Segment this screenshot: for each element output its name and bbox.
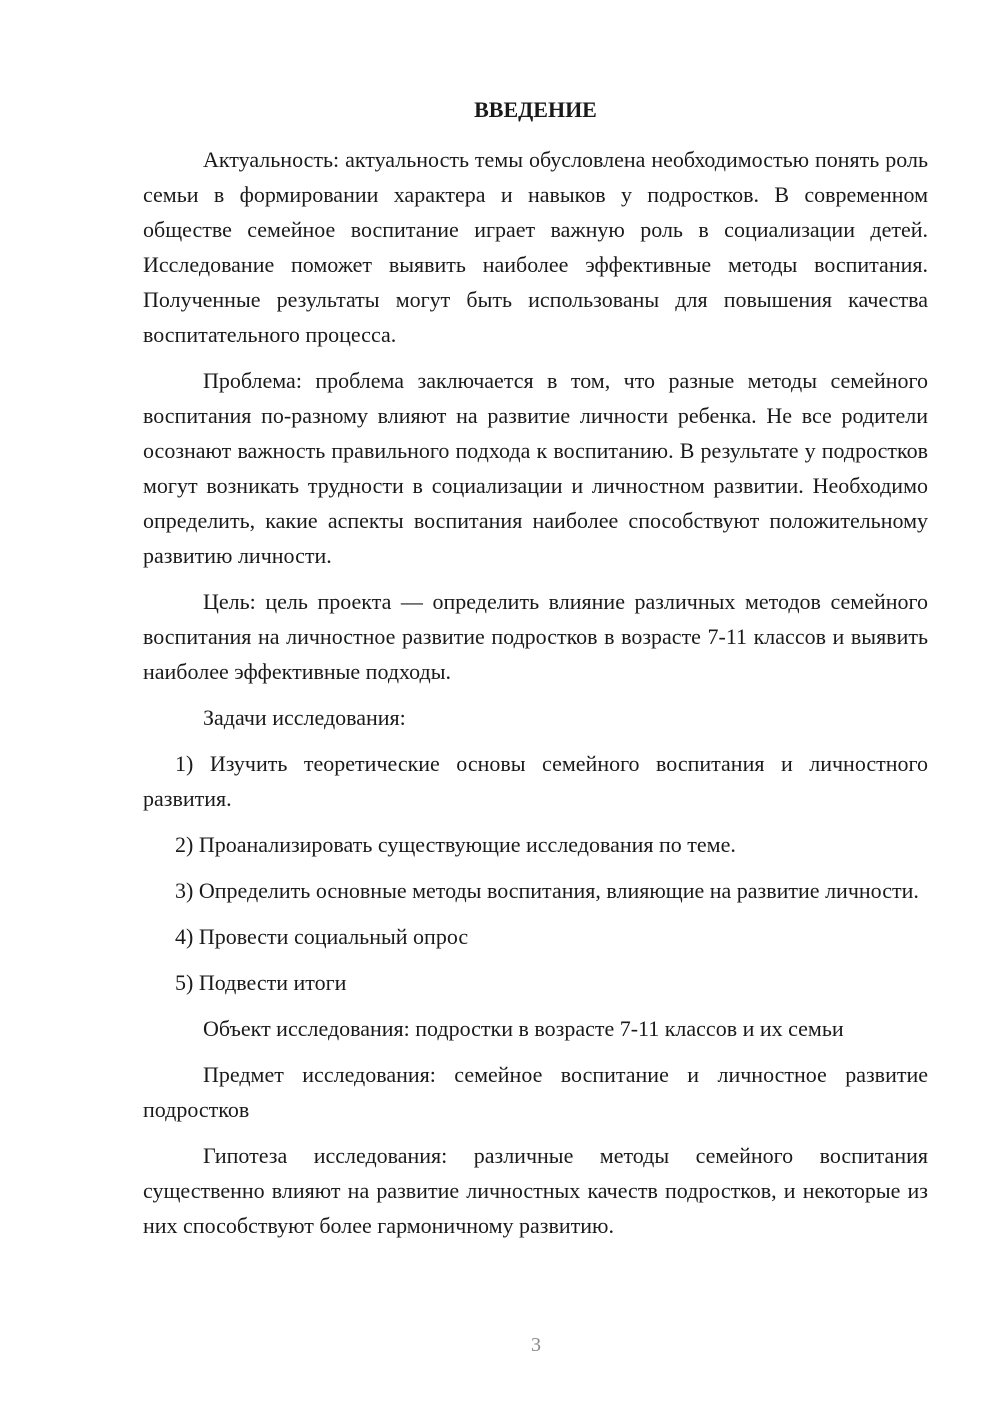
paragraph-problem: Проблема: проблема заключается в том, что разные методы семейного воспитания по-разному влияют на развитие личности ребенка. Не все родители осознают важность правильного подхода к воспитанию. В результате у подростков могут возникать трудности в социализации и личностном развитии. Необходимо определить, какие аспекты воспитания наиболее способствуют положительному развитию личности. <box>143 368 928 568</box>
paragraph-subject: Предмет исследования: семейное воспитание и личностное развитие подростков <box>143 1062 928 1122</box>
section-title: ВВЕДЕНИЕ <box>474 97 597 122</box>
tasks-heading: Задачи исследования: <box>203 705 406 730</box>
page-content <box>143 95 928 1254</box>
page-number: 3 <box>531 1334 541 1356</box>
task-item-3: 3) Определить основные методы воспитания, влияющие на развитие личности. <box>175 878 919 903</box>
paragraph-hypothesis: Гипотеза исследования: различные методы семейного воспитания существенно влияют на развитие личностных качеств подростков, и некоторые из них способствуют более гармоничному развитию. <box>143 1143 928 1238</box>
task-item-4: 4) Провести социальный опрос <box>175 924 469 949</box>
task-item-2: 2) Проанализировать существующие исследования по теме. <box>175 832 736 857</box>
task-item-5: 5) Подвести итоги <box>175 970 347 995</box>
paragraph-object: Объект исследования: подростки в возрасте 7-11 классов и их семьи <box>203 1016 844 1041</box>
paragraph-relevance: Актуальность: актуальность темы обусловлена необходимостью понять роль семьи в формировании характера и навыков у подростков. В современном обществе семейное воспитание играет важную роль в социализации детей. Исследование поможет выявить наиболее эффективные методы воспитания. Полученные результаты могут быть использованы для повышения качества воспитательного процесса. <box>143 147 928 347</box>
task-item-1: 1) Изучить теоретические основы семейного воспитания и личностного развития. <box>143 751 928 811</box>
paragraph-goal: Цель: цель проекта — определить влияние различных методов семейного воспитания на личностное развитие подростков в возрасте 7-11 классов и выявить наиболее эффективные подходы. <box>143 589 928 684</box>
